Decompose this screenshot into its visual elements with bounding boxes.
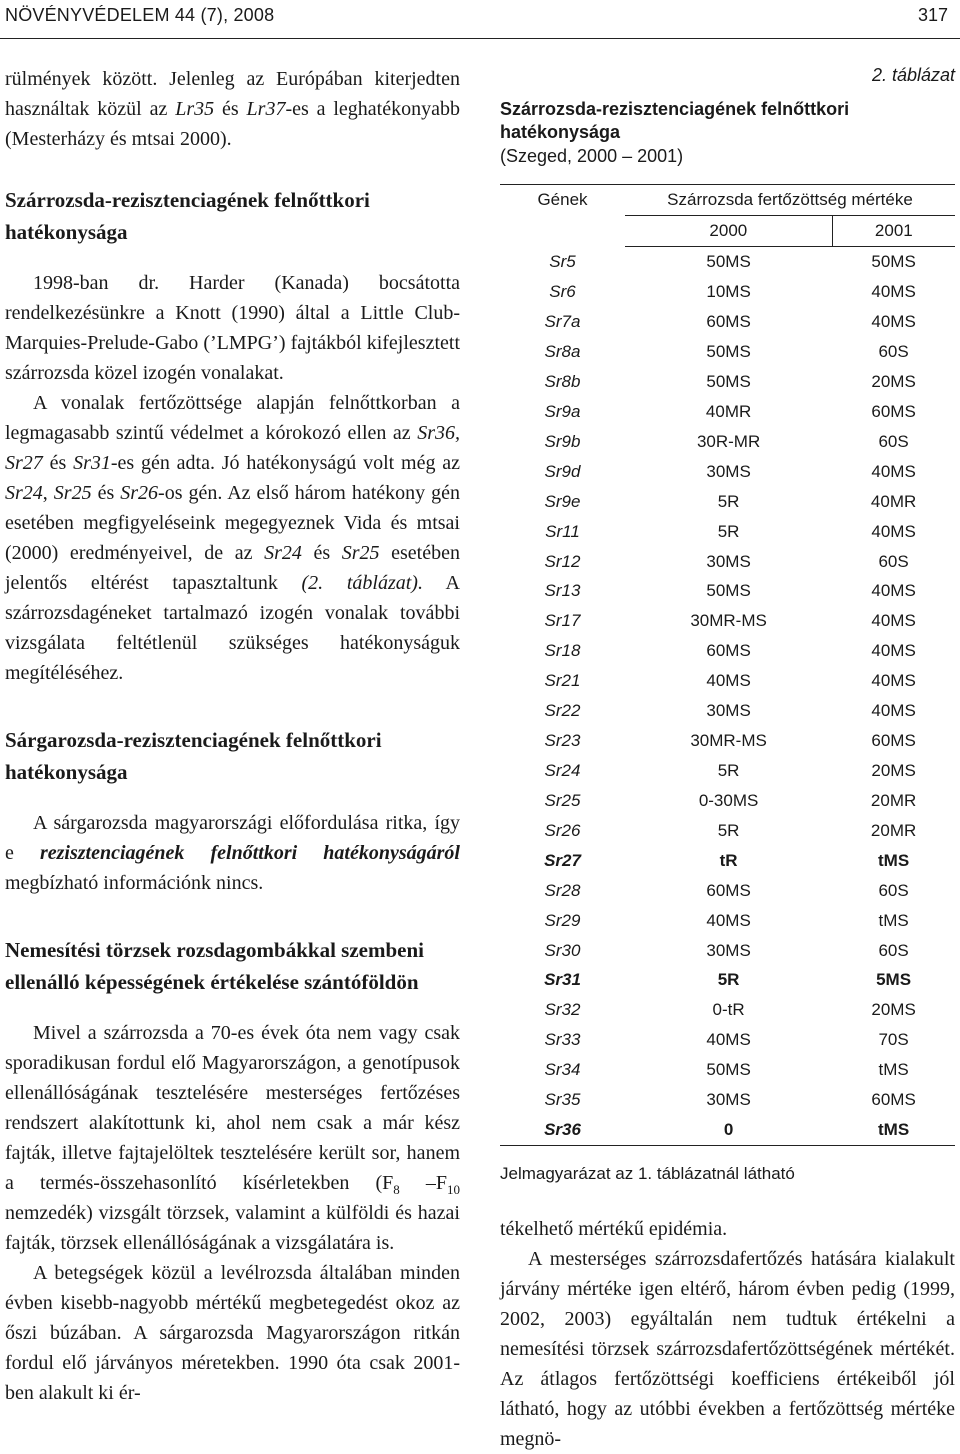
table-title: Szárrozsda-rezisztenciagének felnőttkori hatékonysága	[500, 99, 850, 142]
table-row	[500, 935, 955, 965]
value-2000-cell: 5R	[717, 760, 740, 780]
text-run: -os gén. Az első három hatékony gén esetében megfigyeléseink megegyeznek Vida és mtsai (2000) eredményeivel, de az	[5, 482, 460, 564]
text-run: esetében jelentős eltérést tapasztaltunk	[5, 542, 460, 594]
table-row	[500, 486, 955, 516]
gene-cell: Sr9b	[544, 431, 581, 451]
gene-cell: Sr23	[544, 731, 581, 751]
gene-cell: Sr9a	[544, 401, 581, 421]
value-2000-cell: 30MR-MS	[690, 611, 767, 631]
value-2000-cell: 40MS	[706, 1030, 751, 1050]
gene-name: Lr37	[246, 98, 286, 120]
value-2001-cell: 40MS	[871, 641, 916, 661]
value-2000-cell: 40MS	[706, 910, 751, 930]
table-row	[500, 965, 955, 995]
gene-cell: Sr27	[544, 850, 581, 870]
table-row	[500, 1115, 955, 1145]
table-row	[500, 845, 955, 875]
text-run: és	[91, 482, 121, 504]
text-run: rülmények között. Jelenleg az Európában kiterjedten használtak közül az	[5, 68, 460, 120]
table-row	[500, 995, 955, 1025]
value-2001-cell: 20MS	[871, 371, 916, 391]
value-2001-cell: 60MS	[871, 1090, 916, 1110]
value-2000-cell: 60MS	[706, 312, 751, 332]
paragraph-intro	[5, 64, 460, 154]
value-2000-cell: 0	[625, 1115, 832, 1145]
table-row	[500, 696, 955, 726]
table-row	[500, 815, 955, 845]
gene-name: Sr36, Sr27	[5, 422, 460, 474]
text-run: Mivel a szárrozsda a 70-es évek óta nem vagy csak sporadikusan fordul elő Magyarországon, a genotípusok ellenállóságának tesztelésére mesterséges fertőzéses rendszert alakítottunk ki, ahol nem csak a már kész fajták, illetve fajtajelöltek tesztelésére került sor, hanem a termés-összehasonlító kísérletekben (F	[5, 1022, 460, 1194]
gene-cell: Sr9e	[544, 491, 581, 511]
gene-cell: Sr17	[544, 611, 581, 631]
value-2000-cell: 30MR-MS	[690, 731, 767, 751]
table-row	[500, 875, 955, 905]
table-row	[500, 905, 955, 935]
text-run: ,	[42, 482, 54, 504]
page-number: 317	[917, 5, 948, 25]
value-2000-cell: 0-30MS	[698, 790, 759, 810]
value-2001-cell: 40MS	[871, 671, 916, 691]
text-run: -es gén adta. Jó hatékonyságú volt még az	[110, 452, 460, 474]
value-2001-cell: 20MR	[870, 820, 917, 840]
value-2000-cell: 60MS	[706, 641, 751, 661]
gene-cell: Sr28	[544, 880, 581, 900]
table-block	[500, 64, 955, 1186]
table-row	[500, 246, 955, 276]
gene-cell: Sr30	[544, 940, 581, 960]
paragraph-continued: tékelhető mértékű epidémia.	[500, 1218, 728, 1240]
paragraph-results	[5, 388, 460, 688]
gene-cell: Sr32	[544, 1000, 581, 1020]
table-number: 2. táblázat	[871, 65, 955, 85]
table-row	[500, 785, 955, 815]
value-2001-cell: 40MS	[871, 282, 916, 302]
value-2000-cell: 30MS	[706, 461, 751, 481]
table-row	[500, 307, 955, 337]
value-2001-cell: tMS	[878, 910, 909, 930]
emphasis-text: rezisztenciagének felnőttkori hatékonyságáról	[39, 842, 460, 864]
gene-cell: Sr22	[544, 701, 581, 721]
value-2001-cell: 40MS	[871, 312, 916, 332]
table-row	[500, 456, 955, 486]
text-run: és	[214, 98, 247, 120]
value-2001-cell: 40MS	[871, 461, 916, 481]
text-run: –F	[399, 1172, 448, 1194]
value-2000-cell: 30MS	[706, 701, 751, 721]
value-2000-cell: 50MS	[706, 581, 751, 601]
table-row	[500, 426, 955, 456]
value-2001-cell: 40MS	[871, 581, 916, 601]
section-heading-stem-rust: Szárrozsda-rezisztenciagének felnőttkori hatékonysága	[5, 188, 370, 244]
value-2000-cell: 60MS	[706, 880, 751, 900]
paragraph-artificial-infection	[5, 1018, 460, 1258]
value-2001-cell: 60S	[878, 431, 909, 451]
gene-cell: Sr34	[544, 1060, 581, 1080]
table-row	[500, 277, 955, 307]
value-2000-cell: 30R-MR	[696, 431, 761, 451]
table-row	[500, 337, 955, 367]
value-2001-cell: 60MS	[871, 401, 916, 421]
table-body	[500, 246, 955, 1145]
gene-cell: Sr36	[500, 1115, 625, 1145]
value-2001-cell: 40MR	[870, 491, 917, 511]
value-2000-cell: 50MS	[706, 342, 751, 362]
table-row	[500, 367, 955, 397]
value-2000-cell: 50MS	[706, 252, 751, 272]
table-row	[500, 756, 955, 786]
value-2000-cell: 50MS	[706, 371, 751, 391]
value-2000-cell: 0-tR	[712, 1000, 745, 1020]
value-2000-cell: tR	[719, 850, 738, 870]
value-2000-cell: 40MR	[705, 401, 752, 421]
column-header-group: Szárrozsda fertőzöttség mértéke	[625, 185, 955, 216]
text-run: nemzedék) vizsgált törzsek, valamint a külföldi és hazai fajták, törzsek ellenállóságának a vizsgálatára is.	[5, 1202, 460, 1254]
value-2001-cell: 40MS	[871, 521, 916, 541]
value-2001-cell: 40MS	[871, 701, 916, 721]
gene-cell: Sr29	[544, 910, 581, 930]
header-rule	[0, 38, 960, 39]
table-legend: Jelmagyarázat az 1. táblázatnál látható	[500, 1163, 795, 1183]
value-2001-cell: 40MS	[871, 611, 916, 631]
value-2001-cell: 60S	[878, 551, 909, 571]
value-2000-cell: 50MS	[706, 1060, 751, 1080]
value-2001-cell: 20MR	[870, 790, 917, 810]
journal-header: NÖVÉNYVÉDELEM 44 (7), 2008	[5, 5, 275, 25]
table-row	[500, 516, 955, 546]
gene-cell: Sr21	[544, 671, 581, 691]
value-2001-cell: 60S	[878, 342, 909, 362]
value-2000-cell: 30MS	[706, 940, 751, 960]
table-row	[500, 396, 955, 426]
gene-name: Sr31	[73, 452, 111, 474]
value-2000-cell: 5R	[717, 820, 740, 840]
table-row	[500, 606, 955, 636]
value-2001-cell: tMS	[878, 1060, 909, 1080]
value-2000-cell: 5R	[717, 491, 740, 511]
table-row	[500, 1055, 955, 1085]
paragraph-harder: 1998-ban dr. Harder (Kanada) bocsátotta rendelkezésünkre a Knott (1990) által a Little Club-Marquies-Prelude-Gabo (’LMPG’) fajtákból kifejlesztett szárrozsda közel izogén vonalakat.	[5, 272, 460, 384]
value-2001-cell: 60MS	[871, 731, 916, 751]
section-heading-yellow-rust: Sárgarozsda-rezisztenciagének felnőttkori hatékonysága	[5, 728, 382, 784]
stem-rust-table	[500, 184, 955, 1146]
table-row	[500, 576, 955, 606]
gene-cell: Sr33	[544, 1030, 581, 1050]
table-row	[500, 546, 955, 576]
text-run: és	[301, 542, 342, 564]
value-2001-cell: tMS	[878, 850, 910, 870]
paragraph-epidemic: A mesterséges szárrozsdafertőzés hatására kialakult járvány mértéke igen eltérő, három évben pedig (1999, 2002, 2003) egyáltalán nem tudtuk értékelni a nemesítési törzsek szárrozsdafertőzöttségének mértékét. Az átlagos fertőzöttségi koefficiens értékeiből jól látható, hogy az utóbbi években a fertőzöttség mértéke megnö-	[500, 1248, 955, 1450]
gene-cell: Sr9d	[544, 461, 581, 481]
right-column-text	[500, 1214, 955, 1454]
gene-name: Sr25	[53, 482, 92, 504]
section-heading-breeding-lines: Nemesítési törzsek rozsdagombákkal szembeni ellenálló képességének értékelése szántóföldön	[5, 938, 424, 994]
table-reference: (2. táblázat).	[301, 572, 423, 594]
text-run: -es a leghatékonyabb (Mesterházy és mtsai 2000).	[5, 98, 460, 150]
value-2001-cell: 20MS	[871, 1000, 916, 1020]
gene-name: Sr24	[264, 542, 302, 564]
column-header-2001: 2001	[832, 215, 955, 246]
table-row	[500, 636, 955, 666]
value-2000-cell: 5R	[717, 970, 740, 990]
gene-cell: Sr5	[549, 252, 576, 272]
gene-cell: Sr26	[544, 820, 581, 840]
gene-cell: Sr6	[549, 282, 576, 302]
gene-cell: Sr13	[544, 581, 581, 601]
value-2000-cell: 5R	[717, 521, 740, 541]
text-run: és	[42, 452, 74, 474]
text-run: A vonalak fertőzöttsége alapján felnőttkorban a legmagasabb szintű védelmet a kórokozó ellen az	[5, 392, 460, 444]
gene-cell: Sr7a	[544, 312, 581, 332]
gene-cell: Sr18	[544, 641, 581, 661]
subscript: 10	[447, 1182, 461, 1197]
table-row	[500, 1085, 955, 1115]
value-2001-cell: 50MS	[871, 252, 916, 272]
value-2000-cell: 10MS	[706, 282, 751, 302]
gene-cell: Sr11	[545, 521, 580, 541]
text-run: A sárgarozsda magyarországi előfordulása ritka, így e	[5, 812, 460, 864]
left-column	[5, 64, 460, 1408]
table-row	[500, 1025, 955, 1055]
gene-name: Sr24	[5, 482, 43, 504]
gene-cell: Sr8a	[544, 342, 581, 362]
subscript: 8	[393, 1182, 400, 1197]
table-subtitle: (Szeged, 2000 – 2001)	[500, 146, 684, 166]
text-run: A szárrozsdagéneket tartalmazó izogén vonalak további vizsgálata feltétlenül szükséges hatékonyságuk megítéléséhez.	[5, 572, 461, 684]
value-2000-cell: 40MS	[706, 671, 751, 691]
column-header-genes: Gének	[500, 185, 625, 247]
value-2001-cell: 60S	[878, 940, 909, 960]
value-2001-cell: tMS	[832, 1115, 955, 1145]
value-2000-cell: 30MS	[706, 551, 751, 571]
gene-cell: Sr35	[544, 1090, 581, 1110]
gene-cell: Sr8b	[544, 371, 581, 391]
text-run: megbízható információnk nincs.	[5, 872, 264, 894]
gene-cell: Sr12	[544, 551, 581, 571]
gene-cell: Sr31	[544, 970, 581, 990]
gene-cell: Sr25	[544, 790, 581, 810]
gene-name: Sr26	[120, 482, 159, 504]
gene-name: Sr25	[341, 542, 380, 564]
paragraph-leaf-rust: A betegségek közül a levélrozsda általában minden évben kisebb-nagyobb mértékű megbetegedést okoz az őszi búzában. A sárgarozsda Magyarországon ritkán fordul elő járványos méretekben. 1990 óta csak 2001-ben alakult ki ér-	[5, 1262, 460, 1404]
paragraph-yellow-rust	[5, 808, 460, 898]
value-2001-cell: 70S	[878, 1030, 909, 1050]
value-2001-cell: 20MS	[871, 760, 916, 780]
column-header-2000: 2000	[625, 215, 832, 246]
value-2000-cell: 30MS	[706, 1090, 751, 1110]
gene-name: Lr35	[175, 98, 215, 120]
gene-cell: Sr24	[544, 760, 581, 780]
table-row	[500, 666, 955, 696]
value-2001-cell: 60S	[878, 880, 909, 900]
value-2001-cell: 5MS	[876, 970, 912, 990]
table-row	[500, 726, 955, 756]
